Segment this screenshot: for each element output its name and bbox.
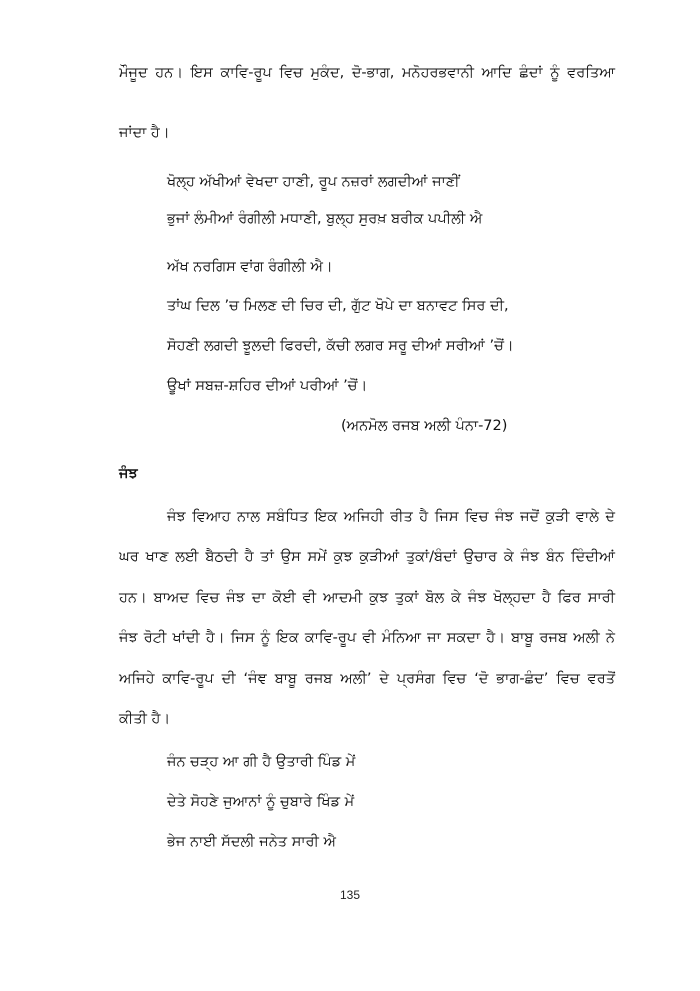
- janj-paragraph-line: ਜੰਝ ਵਿਆਹ ਨਾਲ ਸਬੰਧਿਤ ਇਕ ਅਜਿਹੀ ਰੀਤ ਹੈ ਜਿਸ ਵਿਚ ਜੰਝ ਜਦੋਂ ਕੁੜੀ ਵਾਲੇ ਦੇ: [167, 509, 615, 525]
- verse-line: ਭੇਜ ਨਾਈ ਸੱਦਲੀ ਜਨੇਤ ਸਾਰੀ ਐ: [167, 834, 336, 850]
- verse-line: ਊਖਾਂ ਸਬਜ਼-ਸ਼ਹਿਰ ਦੀਆਂ ਪਰੀਆਂ ’ਚੋਂ।: [167, 378, 368, 394]
- section-heading: ਜੰਝ: [119, 466, 138, 482]
- verse-line: ਸੋਹਣੀ ਲਗਦੀ ਝੂਲਦੀ ਫਿਰਦੀ, ਕੱਚੀ ਲਗਰ ਸਰੂ ਦੀਆਂ ਸਰੀਆਂ ’ਚੋਂ।: [167, 338, 514, 354]
- janj-paragraph-line: ਜੰਝ ਰੋਟੀ ਖਾਂਦੀ ਹੈ। ਜਿਸ ਨੂੰ ਇਕ ਕਾਵਿ-ਰੂਪ ਵੀ ਮੰਨਿਆ ਜਾ ਸਕਦਾ ਹੈ। ਬਾਬੂ ਰਜਬ ਅਲੀ ਨੇ: [119, 630, 615, 646]
- intro-paragraph-line: ਮੌਜੂਦ ਹਨ। ਇਸ ਕਾਵਿ-ਰੂਪ ਵਿਚ ਮੁਕੰਦ, ਦੋ-ਭਾਗ, ਮਨੋਹਰਭਵਾਨੀ ਆਦਿ ਛੰਦਾਂ ਨੂੰ ਵਰਤਿਆ: [119, 65, 615, 81]
- janj-paragraph-line: ਕੀਤੀ ਹੈ।: [119, 711, 171, 727]
- janj-paragraph-line: ਅਜਿਹੇ ਕਾਵਿ-ਰੂਪ ਦੀ ‘ਜੰਞ ਬਾਬੂ ਰਜਬ ਅਲੀ’ ਦੇ ਪ੍ਰਸੰਗ ਵਿਚ ‘ਦੋ ਭਾਗ-ਛੰਦ’ ਵਿਚ ਵਰਤੋਂ: [119, 671, 615, 687]
- intro-paragraph-line: ਜਾਂਦਾ ਹੈ।: [119, 125, 170, 141]
- janj-paragraph-line: ਹਨ। ਬਾਅਦ ਵਿਚ ਜੰਝ ਦਾ ਕੋਈ ਵੀ ਆਦਮੀ ਕੁਝ ਤੁਕਾਂ ਬੋਲ ਕੇ ਜੰਝ ਖੋਲ੍ਹਦਾ ਹੈ ਫਿਰ ਸਾਰੀ: [119, 590, 615, 606]
- verse-line: ਤਾਂਘ ਦਿਲ ’ਚ ਮਿਲਣ ਦੀ ਚਿਰ ਦੀ, ਗੁੱਟ ਖੋਪੇ ਦਾ ਬਨਾਵਟ ਸਿਰ ਦੀ,: [167, 298, 509, 314]
- verse-line: ਅੱਖ ਨਰਗਿਸ ਵਾਂਗ ਰੰਗੀਲੀ ਐ।: [167, 259, 333, 275]
- janj-paragraph-line: ਘਰ ਖਾਣ ਲਈ ਬੈਠਦੀ ਹੈ ਤਾਂ ਉਸ ਸਮੇਂ ਕੁਝ ਕੁੜੀਆਂ ਤੁਕਾਂ/ਬੰਦਾਂ ਉਚਾਰ ਕੇ ਜੰਝ ਬੰਨ ਦਿੰਦੀਆਂ: [119, 549, 615, 565]
- citation: (ਅਨਮੋਲ ਰਜਬ ਅਲੀ ਪੰਨਾ-72): [341, 418, 508, 434]
- verse-line: ਖੋਲ੍ਹ ਅੱਖੀਆਂ ਵੇਖਦਾ ਹਾਣੀ, ਰੂਪ ਨਜ਼ਰਾਂ ਲਗਦੀਆਂ ਜਾਣੀਂ: [167, 174, 460, 190]
- page-number: 135: [339, 888, 361, 902]
- verse-line: ਭੁਜਾਂ ਲੰਮੀਆਂ ਰੰਗੀਲੀ ਮਧਾਣੀ, ਬੁਲ੍ਹ ਸੁਰਖ਼ ਬਰੀਕ ਪਪੀਲੀ ਐ: [167, 211, 483, 227]
- verse-line: ਜੰਨ ਚੜ੍ਹ ਆ ਗੀ ਹੈ ਉਤਾਰੀ ਪਿੰਡ ਮੇਂ: [167, 754, 356, 770]
- verse-line: ਦੇਤੇ ਸੋਹਣੇ ਜੁਆਨਾਂ ਨੂੰ ਚੁਬਾਰੇ ਖਿੰਡ ਮੇਂ: [167, 794, 355, 810]
